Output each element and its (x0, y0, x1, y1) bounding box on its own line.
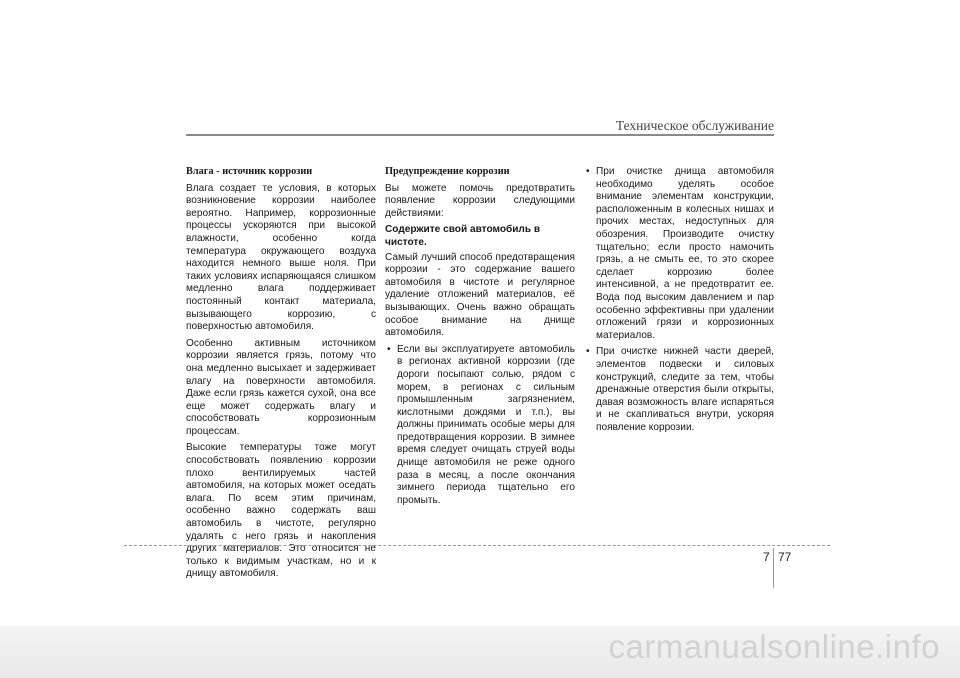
footer-divider (124, 545, 830, 546)
bullet-text: При очистке нижней части дверей, элементов подвески и силовых конструкций, следите за тем, чтобы дренажные отверстия были открыты, давая возможность влаге испаряться и не скапливаться внутри, ускоряя появление коррозии. (596, 346, 774, 433)
column-left (186, 166, 376, 585)
watermark-bar (0, 626, 960, 678)
paragraph: Влага создает те условия, в которых возникновение коррозии наиболее вероятно. Например, коррозионные процессы ускоряются при высокой влажности, особенно когда температура окружающего воздуха находится немного выше ноля. При таких условиях испаряющаяся слишком медленно влага поддерживает постоянный контакт материала, вызывающего коррозию, с поверхностью автомобиля. (186, 182, 376, 333)
header-divider (186, 134, 774, 136)
footer-marker-line (773, 548, 774, 588)
page-index: 77 (778, 550, 792, 564)
moisture-heading: Влага - источник коррозии (186, 166, 313, 177)
bullet-icon: • (586, 166, 590, 177)
paragraph: Высокие температуры тоже могут способствовать появлению коррозии плохо вентилируемых частей автомобиля, на которых может оседать влага. По всем этим причинам, особенно важно содержать ваш автомобиль в чистоте, регулярно удалять с него грязь и накопления других материалов. Это относится не только к видимым участкам, но и к днищу автомобиля. (186, 442, 376, 580)
paragraph: Вы можете помочь предотвратить появление коррозии следующими действиями: (385, 182, 575, 219)
paragraph: Особенно активным источником коррозии является грязь, потому что она медленно высыхает и задерживает влагу на поверхности автомобиля. Даже если грязь кажется сухой, она все еще может содержать влагу и способствовать коррозионным процессам. (186, 337, 376, 437)
bullet-item (584, 166, 774, 342)
column-right (584, 166, 774, 438)
watermark-text: carmanualsonline.info (608, 628, 940, 665)
section-title: Техническое обслуживание (615, 118, 774, 133)
keep-clean-subheading: Содержите свой автомобиль в чистоте. (385, 224, 541, 248)
bullet-item (584, 346, 774, 434)
bullet-icon: • (387, 343, 391, 355)
prevention-heading: Предупреждение коррозии (385, 166, 510, 177)
bullet-icon: • (586, 346, 590, 358)
bullet-text: При очистке днища автомобиля необходимо уделять особое внимание элементам конструкции, расположенным в колесных нишах и прочих местах, недоступных для обозрения. Производите очистку тщательно; если просто намочить грязь, а не смыть ее, то это скорее сделает коррозию более интенсивной, а не предотвратит ее. Вода под высоким давлением и пар особенно эффективны при удалении отложений грязи и коррозионных материалов. (596, 166, 774, 341)
bullet-text: Если вы эксплуатируете автомобиль в регионах активной коррозии (где дороги посыпают солью, рядом с морем, в регионах с сильным промышленным загрязнением, кислотными дождями и т.п.), вы должны принимать особые меры для предотвращения коррозии. В зимнее время следует очищать струей воды днище автомобиля не реже одного раза в месяц, а после окончания зимнего периода тщательно его промыть. (397, 343, 575, 506)
bullet-item (385, 344, 575, 508)
section-number: 7 (763, 550, 770, 564)
paragraph: Самый лучший способ предотвращения коррозии - это содержание вашего автомобиля в чистоте и регулярное удаление отложений материалов, её вызывающих. Очень важно обращать особое внимание на днище автомобиля. (385, 251, 575, 339)
column-middle (385, 166, 575, 511)
